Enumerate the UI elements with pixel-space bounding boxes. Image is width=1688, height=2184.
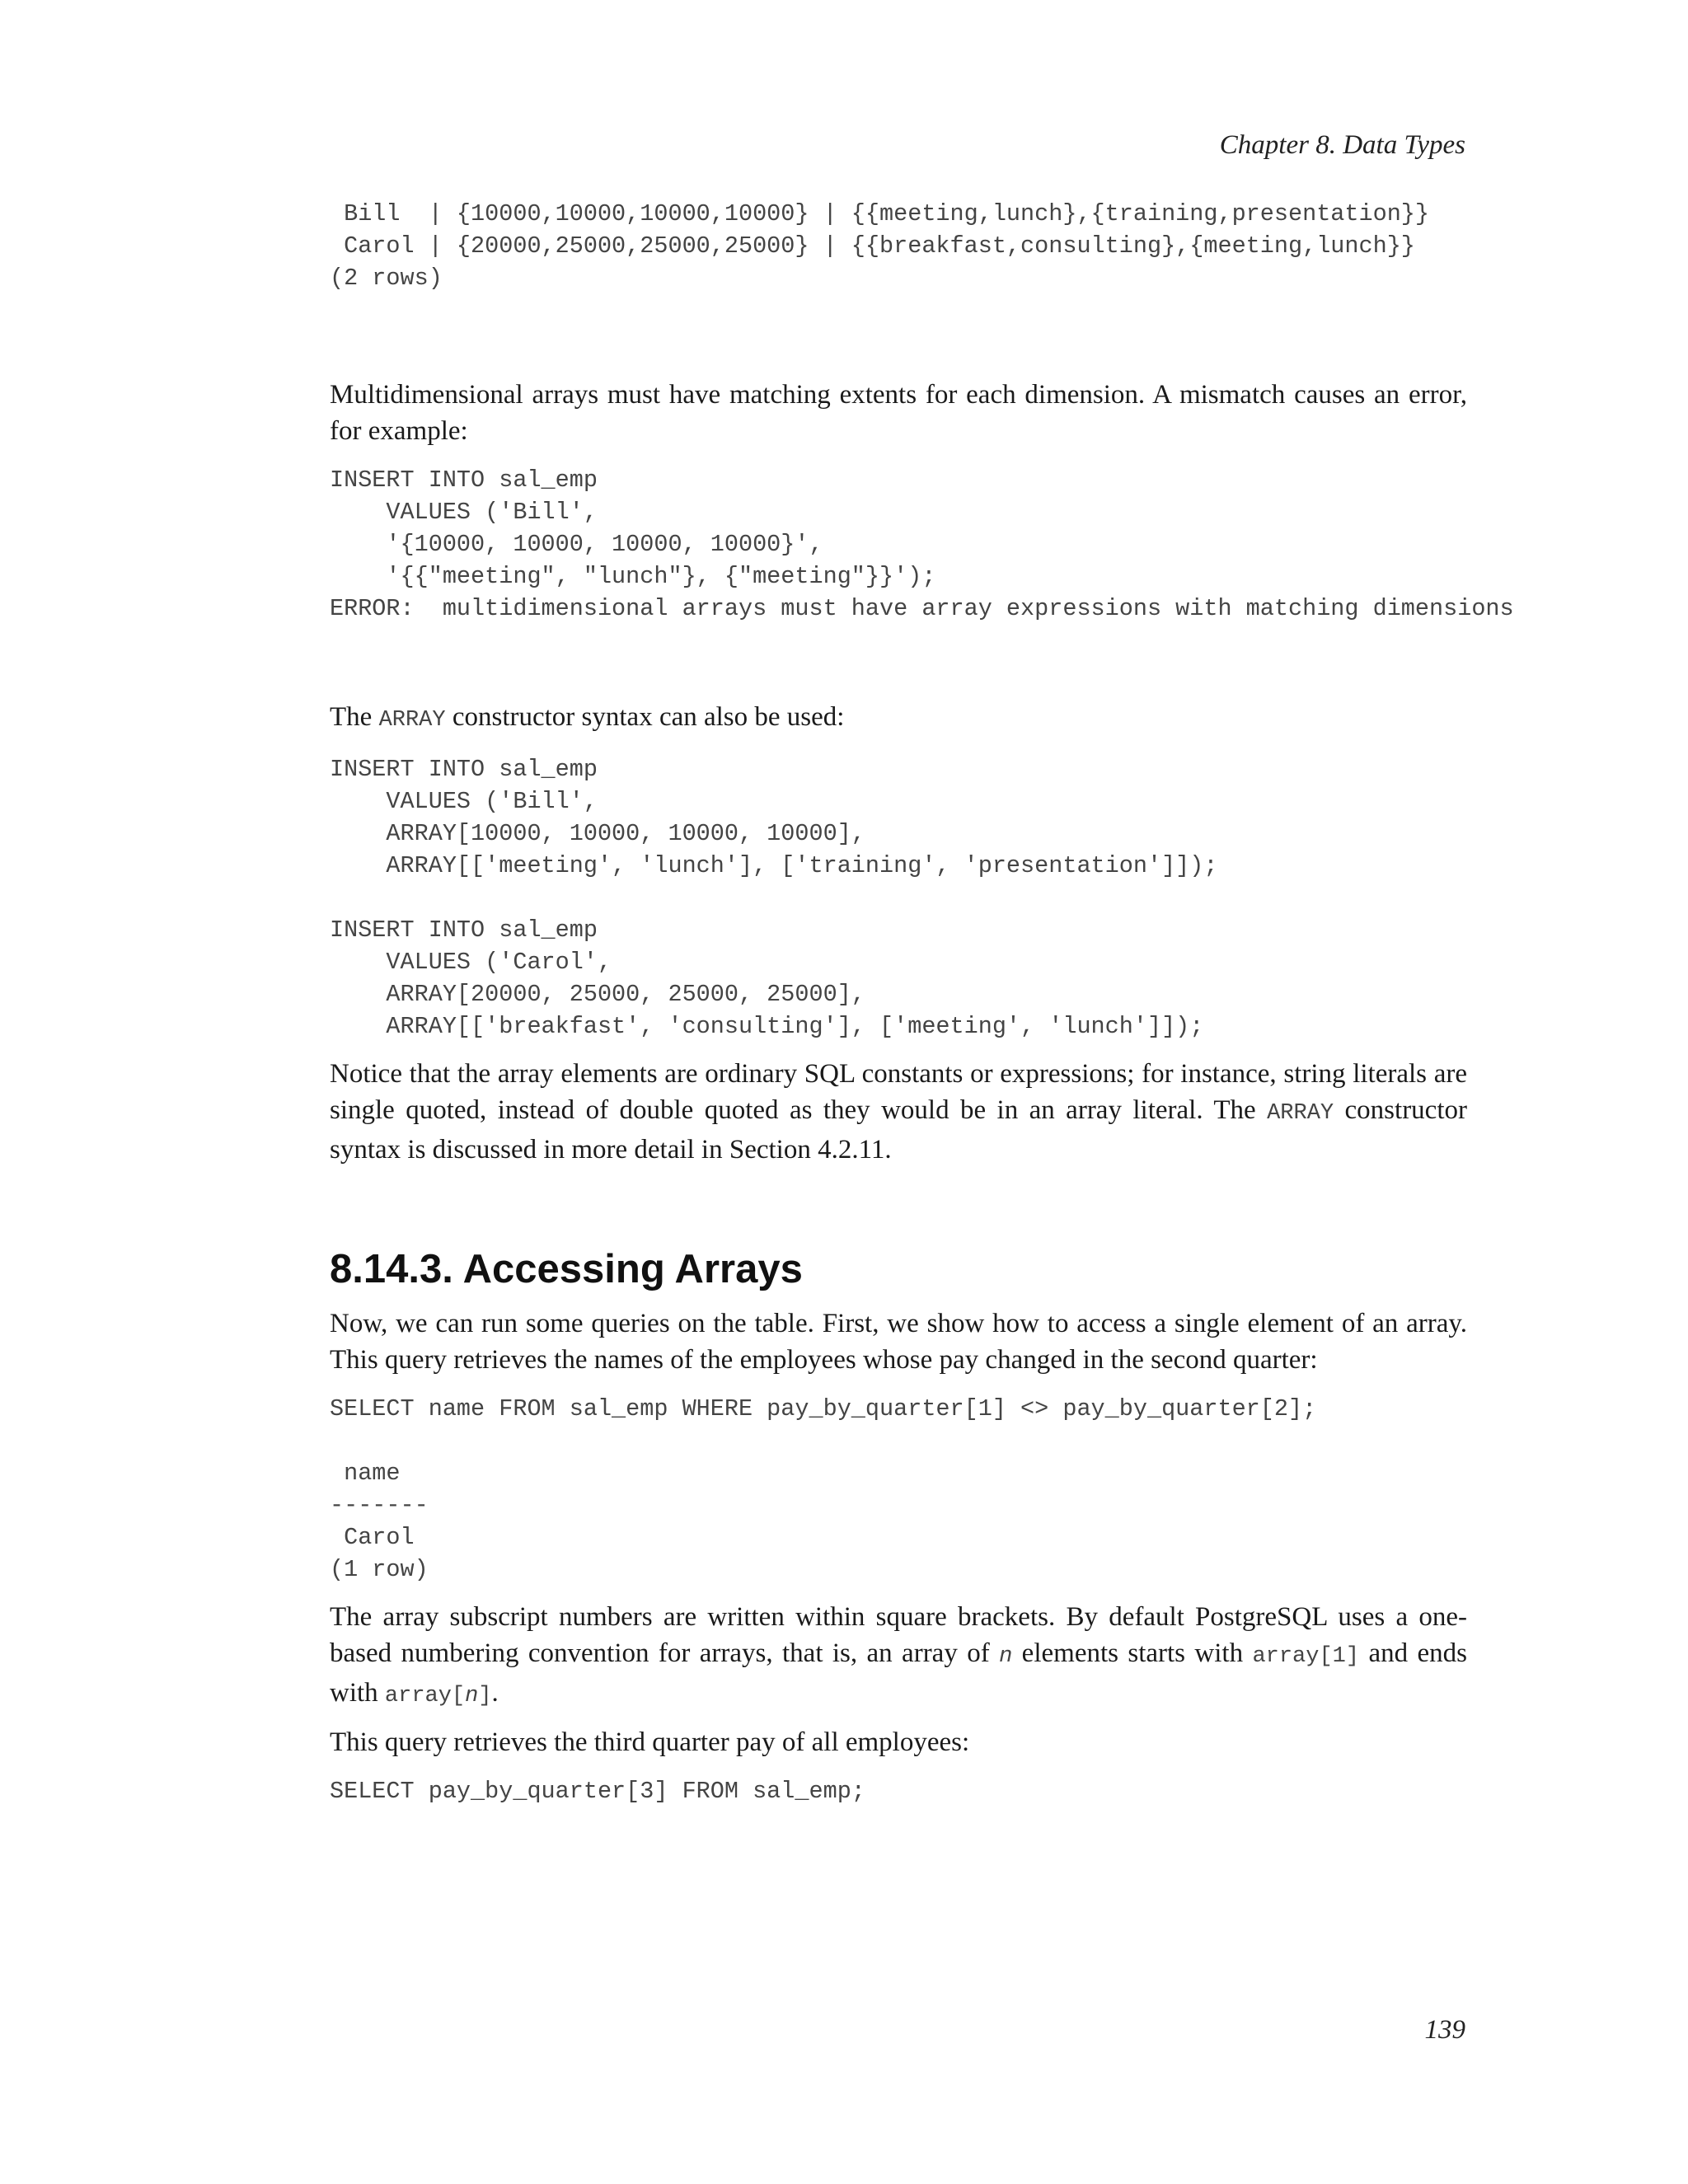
paragraph-third-quarter: This query retrieves the third quarter pay of all employees: (330, 1727, 970, 1757)
inline-code-array-1: array[1] (1252, 1644, 1360, 1669)
chapter-header: Chapter 8. Data Types (1219, 130, 1465, 160)
paragraph-queries-intro: Now, we can run some queries on the table. First, we show how to access a single element of an array. This query retrieves the names of the employees whose pay changed in the second quarter: (330, 1309, 1467, 1375)
code-select-name: SELECT name FROM sal_emp WHERE pay_by_quarter[1] <> pay_by_quarter[2]; name ------- Carol (1 row) (330, 1395, 1317, 1583)
inline-var-n: n (999, 1644, 1013, 1669)
text-segment: constructor syntax can also be used: (445, 702, 845, 732)
text-segment: The array subscript numbers are written within square brackets. By default PostgreSQL uses a one-based numbering convention for arrays, that is, an array of (330, 1602, 1467, 1668)
inline-code-array-n-close: ] (478, 1684, 492, 1708)
paragraph-dimension-mismatch: Multidimensional arrays must have matching extents for each dimension. A mismatch causes an error, for example: (330, 380, 1467, 446)
page-number: 139 (1424, 2015, 1465, 2045)
inline-var-n: n (465, 1684, 479, 1708)
text-segment: constructor syntax is discussed in more detail in Section 4.2.11. (330, 1095, 1467, 1165)
query-result-rows: Bill | {10000,10000,10000,10000} | {{meeting,lunch},{training,presentation}} Carol | {20000,25000,25000,25000} | {{breakfast,consulting},{meeting,lunch}} (2 rows) (330, 200, 1430, 292)
section-heading: 8.14.3. Accessing Arrays (330, 1247, 803, 1291)
text-segment: Notice that the array elements are ordinary SQL constants or expressions; for instance, string literals are single quoted, instead of double quoted as they would be in an array literal. The (330, 1059, 1467, 1125)
inline-code-array: ARRAY (378, 708, 446, 733)
inline-code-array: ARRAY (1267, 1101, 1334, 1126)
code-select-quarter: SELECT pay_by_quarter[3] FROM sal_emp; (330, 1778, 865, 1805)
inline-code-array-n-open: array[ (384, 1684, 466, 1708)
paragraph-array-constructor (330, 699, 1467, 738)
paragraph-notice (330, 1056, 1467, 1168)
text-segment: . (491, 1678, 499, 1708)
page-content (330, 198, 1514, 1807)
paragraph-subscripts (330, 1599, 1467, 1714)
code-insert-array: INSERT INTO sal_emp VALUES ('Bill', ARRAY[10000, 10000, 10000, 10000], ARRAY[['meeting', 'lunch'], ['training', 'presentation']]); INSERT INTO sal_emp VALUES ('Carol', ARRAY[20000, 25000, 25000, 25000], ARRAY[['breakfast', 'consulting'], ['meeting', 'lunch']]); (330, 756, 1218, 1040)
code-insert-error: INSERT INTO sal_emp VALUES ('Bill', '{10000, 10000, 10000, 10000}', '{{"meeting", "lunch"}, {"meeting"}}'); ERROR: multidimensional arrays must have array expressions with matching dimensions (330, 466, 1514, 622)
text-segment: and ends with (330, 1638, 1467, 1708)
text-segment: elements starts with (1012, 1638, 1253, 1668)
text-segment: The (330, 702, 379, 732)
